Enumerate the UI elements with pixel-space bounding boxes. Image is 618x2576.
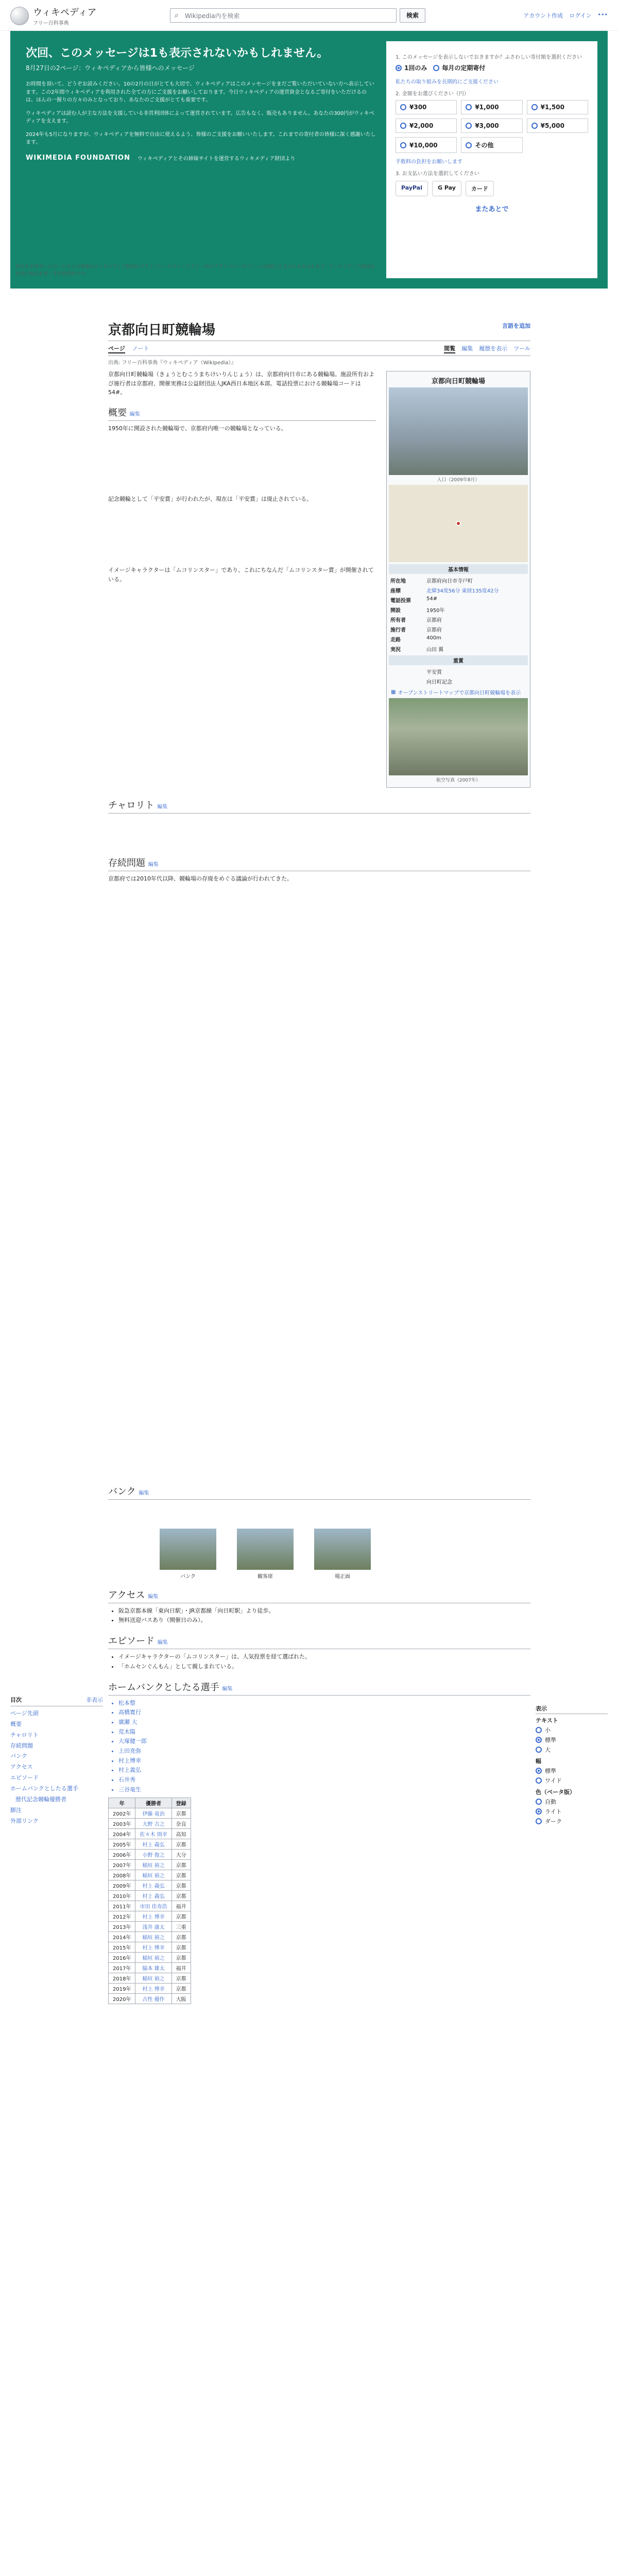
- player-link[interactable]: • 村上博幸: [118, 1756, 530, 1766]
- table-cell: 2016年: [109, 1953, 135, 1963]
- player-link[interactable]: • 上田尭弥: [118, 1747, 530, 1756]
- edit-link[interactable]: 編集: [157, 1640, 168, 1646]
- player-link[interactable]: • 大塚健一郎: [118, 1737, 530, 1747]
- table-cell[interactable]: 村上 博幸: [135, 1984, 171, 1994]
- edit-link[interactable]: 編集: [157, 804, 168, 810]
- toc-item[interactable]: バンク: [10, 1753, 27, 1760]
- player-link[interactable]: • 三谷竜生: [118, 1785, 530, 1795]
- table-row: [109, 1932, 191, 1942]
- color-dark-option[interactable]: ダーク: [536, 1817, 608, 1825]
- toc-item[interactable]: 概要: [10, 1720, 22, 1727]
- table-row: [109, 1819, 191, 1829]
- table-row: [109, 1860, 191, 1870]
- table-row: [109, 1808, 191, 1819]
- table-cell[interactable]: 稲垣 裕之: [135, 1860, 171, 1870]
- donation-banner: [10, 31, 608, 289]
- tab-read[interactable]: 閲覧: [444, 344, 455, 353]
- toc-item[interactable]: アクセス: [10, 1764, 33, 1771]
- table-cell[interactable]: 村上 義弘: [135, 1880, 171, 1891]
- toc-item[interactable]: ホームバンクとしたる選手: [10, 1785, 78, 1792]
- table-cell[interactable]: 大野 吉之: [135, 1819, 171, 1829]
- step-2-label: 2. 金額をお選びください（円）: [396, 91, 469, 97]
- table-cell[interactable]: 小野 俊之: [135, 1850, 171, 1860]
- table-cell: 2013年: [109, 1922, 135, 1932]
- color-light-option[interactable]: ライト: [536, 1807, 608, 1816]
- table-cell[interactable]: 伊藤 竜治: [135, 1808, 171, 1819]
- table-cell: 2012年: [109, 1911, 135, 1922]
- table-cell[interactable]: 村上 博幸: [135, 1942, 171, 1953]
- table-cell: 2005年: [109, 1839, 135, 1850]
- toc-item[interactable]: 脚注: [10, 1806, 22, 1814]
- gallery-item[interactable]: 場正面: [314, 1529, 371, 1580]
- tab-page[interactable]: ページ: [108, 344, 125, 353]
- tab-talk[interactable]: ノート: [132, 345, 149, 352]
- list-item: • 「ホムセンぐんもん」として親しまれている。: [118, 1662, 530, 1672]
- table-cell: 2015年: [109, 1942, 135, 1953]
- width-wide-option[interactable]: ワイド: [536, 1776, 608, 1785]
- width-standard-option[interactable]: 標準: [536, 1767, 608, 1775]
- toc-hide-button[interactable]: 非表示: [86, 1697, 103, 1703]
- table-cell: 2004年: [109, 1829, 135, 1839]
- color-auto-option[interactable]: 自動: [536, 1798, 608, 1806]
- table-cell: 京都: [171, 1942, 191, 1953]
- table-cell: 大阪: [171, 1994, 191, 2004]
- amount-option[interactable]: ¥300: [396, 100, 457, 114]
- infobox-table: 平安賞 向日町記念: [426, 670, 452, 685]
- table-header: 優勝者: [135, 1798, 171, 1808]
- list-item: • イメージキャラクターの「ムコリンスター」は、人気投票を経て選ばれた。: [118, 1652, 530, 1662]
- table-row: [109, 1850, 191, 1860]
- color-label: 色（ベータ版）: [536, 1789, 575, 1795]
- table-row: [109, 1911, 191, 1922]
- infobox-section-header: 重賞: [389, 655, 528, 665]
- logo-title: ウィキペディア: [33, 7, 97, 18]
- player-link[interactable]: • 村上義弘: [118, 1766, 530, 1775]
- frequency-options: [396, 63, 588, 72]
- banner-message: [26, 44, 376, 162]
- toc-item[interactable]: チャロリト: [10, 1731, 39, 1738]
- bank-gallery: [108, 1529, 530, 1580]
- table-cell[interactable]: 稲垣 裕之: [135, 1953, 171, 1963]
- amount-option[interactable]: ¥1,500: [527, 100, 588, 114]
- amount-other-field[interactable]: その他: [461, 137, 522, 153]
- table-header: 年: [109, 1798, 135, 1808]
- page-tabs: [108, 344, 530, 356]
- table-cell: 2003年: [109, 1819, 135, 1829]
- step-3-label: 3. お支払い方法を選択してください: [396, 171, 479, 177]
- frequency-monthly-option[interactable]: 毎月の定期寄付: [433, 63, 485, 72]
- tab-history[interactable]: 履歴を表示: [479, 345, 508, 352]
- section-heading-access: アクセス 編集: [108, 1588, 530, 1603]
- amount-options: [396, 100, 588, 153]
- table-row: [109, 1880, 191, 1891]
- table-cell[interactable]: 古性 優作: [135, 1994, 171, 2004]
- table-cell: 2008年: [109, 1870, 135, 1880]
- table-cell: 京都: [171, 1984, 191, 1994]
- edit-link[interactable]: 編集: [222, 1686, 233, 1692]
- table-cell: 京都: [171, 1839, 191, 1850]
- entrance-photo[interactable]: [389, 387, 528, 475]
- player-link[interactable]: • 高橋寛行: [118, 1708, 530, 1718]
- table-cell[interactable]: 村上 博幸: [135, 1911, 171, 1922]
- table-cell[interactable]: 稲垣 裕之: [135, 1870, 171, 1880]
- table-row: [109, 1973, 191, 1984]
- table-cell: 福井: [171, 1901, 191, 1911]
- table-row: [109, 1829, 191, 1839]
- donation-form: [386, 41, 597, 278]
- table-cell: 奈良: [171, 1819, 191, 1829]
- players-list: [108, 1699, 530, 1795]
- edit-link[interactable]: 編集: [139, 1490, 149, 1496]
- table-row: [109, 1891, 191, 1901]
- table-cell: 2018年: [109, 1973, 135, 1984]
- table-cell: 2011年: [109, 1901, 135, 1911]
- frequency-once-option[interactable]: 1回のみ: [396, 63, 427, 72]
- table-cell: 2009年: [109, 1880, 135, 1891]
- table-cell: 京都: [171, 1932, 191, 1942]
- amount-option[interactable]: ¥10,000: [396, 137, 457, 153]
- table-row: [109, 1963, 191, 1973]
- overview-paragraph: 記念競輪として「平安賞」が行われたが、現在は「平安賞」は廃止されている。: [108, 496, 312, 503]
- table-cell[interactable]: 村上 義弘: [135, 1839, 171, 1850]
- section-heading-episode: エピソード 編集: [108, 1634, 530, 1649]
- table-cell: 福井: [171, 1963, 191, 1973]
- toc-item[interactable]: エピソード: [10, 1774, 39, 1782]
- table-cell: 京都: [171, 1860, 191, 1870]
- tab-edit[interactable]: 編集: [461, 345, 473, 352]
- gallery-image: [314, 1529, 371, 1570]
- aerial-caption: 航空写真（2007年）: [436, 778, 480, 783]
- user-links: [523, 11, 608, 20]
- wikimedia-signature: [26, 154, 376, 162]
- location-pin-icon: [456, 521, 461, 526]
- table-cell[interactable]: 村上 義弘: [135, 1891, 171, 1901]
- table-cell: 京都: [171, 1891, 191, 1901]
- wikimedia-text: ウィキペディアとその姉妹サイトを運営するウィキメディア財団より: [137, 156, 296, 162]
- player-link[interactable]: • 廣瀬 大: [118, 1718, 530, 1727]
- infobox-table: 所在地 京都府向日市寺戸町 座標 北緯34度56分 東経135度42分 電話投票 54# 開設 1950年 所有者 京都府 施行者 京都府 走路 400m 実況 山田 翼: [390, 579, 499, 653]
- photo-caption: 入口（2009年8月）: [437, 478, 480, 483]
- table-row: [109, 1984, 191, 1994]
- table-cell: 2002年: [109, 1808, 135, 1819]
- create-account-link[interactable]: アカウント作成: [523, 12, 563, 19]
- banner-subtitle: 8月27日の2ページ：ウィキペディアから皆様へのメッセージ: [26, 64, 195, 72]
- list-item: • 無料送迎バスあり（開催日のみ）。: [118, 1616, 530, 1625]
- amount-option[interactable]: ¥5,000: [527, 118, 588, 133]
- toc-item[interactable]: 歴代記念競輪優勝者: [15, 1796, 66, 1803]
- text-size-small-option[interactable]: 小: [536, 1726, 608, 1734]
- section-heading-debate: 存続問題 編集: [108, 856, 530, 871]
- openstreetmap-link[interactable]: ▦ オープンストリートマップで京都向日町競輪場を表示: [391, 689, 521, 696]
- list-item: • 阪急京都本線「東向日駅」・JR京都線「向日町駅」より徒歩。: [118, 1606, 530, 1616]
- table-cell: 京都: [171, 1870, 191, 1880]
- gallery-image: [237, 1529, 294, 1570]
- table-cell: 2007年: [109, 1860, 135, 1870]
- login-link[interactable]: ログイン: [569, 12, 592, 19]
- lead-paragraph: 京都向日町競輪場（きょうとむこうまちけいりんじょう）は、京都府向日市にある競輪場。施設所有および施行者は京都府、開催実務は公益財団法人JKA西日本地区本部。電話投票における競輪場コードは54#。: [108, 371, 374, 396]
- section-heading-bank: バンク 編集: [108, 1484, 530, 1500]
- section-heading-charolot: チャロリト 編集: [108, 798, 530, 814]
- logo-subtitle: フリー百科事典: [33, 21, 69, 26]
- monthly-hint[interactable]: 私たちの取り組みを長期的にご支援ください: [396, 79, 499, 85]
- table-cell[interactable]: 市田 佳寿浩: [135, 1901, 171, 1911]
- infobox: [386, 371, 530, 788]
- radio-icon: [433, 65, 439, 71]
- table-row: [109, 1953, 191, 1963]
- table-cell[interactable]: 脇本 雄太: [135, 1963, 171, 1973]
- step-1-label: 1. このメッセージを表示しないでおきますか？ふさわしい寄付額を選択ください: [396, 55, 582, 60]
- search-placeholder: Wikipedia内を検索: [185, 12, 240, 20]
- table-cell: 京都: [171, 1808, 191, 1819]
- payment-methods: [396, 181, 588, 196]
- appearance-panel: [536, 1700, 608, 1827]
- table-header: 登録: [171, 1798, 191, 1808]
- paypal-button[interactable]: PayPal: [396, 181, 428, 196]
- gallery-item[interactable]: 観客席: [237, 1529, 294, 1580]
- overview-paragraph: 1950年に開設された競輪場で、京都府内唯一の競輪場となっている。: [108, 425, 287, 432]
- table-cell: 京都: [171, 1953, 191, 1963]
- toc-item[interactable]: 存続問題: [10, 1742, 33, 1749]
- top-bar: [0, 0, 618, 31]
- banner-title: 次回、このメッセージは1も表示されないかもしれません。: [26, 47, 329, 60]
- location-map[interactable]: [389, 485, 528, 562]
- section-heading-overview: 概要 編集: [108, 405, 376, 421]
- aerial-photo[interactable]: [389, 698, 528, 775]
- text-size-label: テキスト: [536, 1717, 558, 1724]
- globe-icon: [10, 7, 29, 25]
- banner-paragraph: 2024年も5月になりますが、ウィキペディアを無料で自由に使えるよう、皆様のご支援をお願いいたします。これまでの寄付者の皆様に深く感謝いたします。: [26, 131, 376, 145]
- table-cell: 京都: [171, 1973, 191, 1984]
- table-cell: 三重: [171, 1922, 191, 1932]
- toc-item[interactable]: 外部リンク: [10, 1817, 39, 1824]
- gallery-image: [160, 1529, 216, 1570]
- more-menu-icon[interactable]: •••: [597, 11, 608, 18]
- table-row: [109, 1870, 191, 1880]
- overview-paragraph: イメージキャラクターは「ムコリンスター」であり、これにちなんだ「ムコリンスター賞」が開催されている。: [108, 566, 374, 583]
- table-cell[interactable]: 浅井 康太: [135, 1922, 171, 1932]
- table-cell: 2017年: [109, 1963, 135, 1973]
- text-size-large-option[interactable]: 大: [536, 1745, 608, 1754]
- winners-table: [108, 1798, 191, 2004]
- table-row: [109, 1901, 191, 1911]
- edit-link[interactable]: 編集: [148, 862, 159, 868]
- amount-option[interactable]: ¥1,000: [461, 100, 522, 114]
- table-row: [109, 1994, 191, 2004]
- table-cell: 京都: [171, 1880, 191, 1891]
- player-link[interactable]: • 石井秀: [118, 1775, 530, 1785]
- article-source-note: 出典: フリー百科事典『ウィキペディア（Wikipedia）』: [108, 360, 236, 366]
- wikimedia-logo: WIKIMEDIA FOUNDATION: [26, 154, 130, 162]
- add-language-button[interactable]: 言語を追加: [502, 323, 530, 329]
- banner-paragraph: お時間を頂いて、どうぞお読みください。10の2月の日がとても大切で、ウィキペディアはこのメッセージをまだご覧いただいていない方へ表示しています。この2年間ウィキペディアを利用された全ての方にご支援をお願いしております。今日ウィキペディアの運営資金となるご寄付をいただけるのは、ほんの一握りの方々のみとなっており、あなたのご支援がとても重要です。: [26, 81, 374, 103]
- toc-item[interactable]: ページ先頭: [10, 1709, 39, 1717]
- edit-link[interactable]: 編集: [148, 1594, 159, 1600]
- tab-tools[interactable]: ツール: [513, 345, 530, 352]
- search-button[interactable]: 検索: [400, 8, 425, 23]
- search-icon: ⌕: [175, 11, 179, 20]
- table-cell: 2014年: [109, 1932, 135, 1942]
- table-cell: 大分: [171, 1850, 191, 1860]
- table-row: [109, 1839, 191, 1850]
- maybe-later-link[interactable]: またあとで: [475, 206, 509, 213]
- table-cell[interactable]: 稲垣 裕之: [135, 1932, 171, 1942]
- edit-link[interactable]: 編集: [129, 411, 140, 417]
- text-size-standard-option[interactable]: 標準: [536, 1736, 608, 1744]
- map-icon: ▦: [391, 689, 396, 695]
- table-cell: 2019年: [109, 1984, 135, 1994]
- page-title: 京都向日町競輪場: [108, 319, 530, 341]
- table-cell: 2020年: [109, 1994, 135, 2004]
- table-cell: 2010年: [109, 1891, 135, 1901]
- table-row: [109, 1922, 191, 1932]
- table-row: [109, 1942, 191, 1953]
- banner-paragraph: ウィキペディアは読む人が主な方法を支援している非営利団体によって運営されています。広告もなく、販売もありません。あなたの300円がウィキペディアを支えます。: [26, 110, 374, 124]
- amount-option[interactable]: ¥2,000: [396, 118, 457, 133]
- table-cell[interactable]: 稲垣 裕之: [135, 1973, 171, 1984]
- infobox-section-header: 基本情報: [389, 564, 528, 574]
- appearance-header: 表示: [536, 1704, 608, 1714]
- access-list: [108, 1606, 530, 1625]
- table-cell: 高知: [171, 1829, 191, 1839]
- search-input[interactable]: [170, 8, 397, 23]
- toc-sidebar: [10, 1695, 103, 1827]
- card-button[interactable]: カード: [466, 181, 494, 196]
- fee-checkbox[interactable]: 手数料の負担をお願いします: [396, 159, 462, 165]
- table-cell: 京都: [171, 1911, 191, 1922]
- infobox-title: 京都向日町競輪場: [431, 378, 485, 385]
- section-heading-home-bank: ホームバンクとしたる選手 編集: [108, 1680, 530, 1696]
- player-link[interactable]: • 松本整: [118, 1699, 530, 1708]
- gallery-item[interactable]: バンク: [160, 1529, 216, 1580]
- debate-paragraph: 京都府では2010年代以降、競輪場の存廃をめぐる議論が行われてきた。: [108, 875, 293, 883]
- article-main: [108, 319, 530, 2007]
- width-label: 幅: [536, 1758, 541, 1765]
- table-cell[interactable]: 佐々木 則幸: [135, 1829, 171, 1839]
- toc-header: 目次 非表示: [10, 1695, 103, 1706]
- banner-footnote: 寄付をお寄せいただいた方々の皆様はウィキメディア財団のプライバシーポリシーとドナー向けプライバシーポリシーに同意したものとみなされます。ウィキメディア財団は米国に拠点を置く非営利団体です。: [15, 264, 375, 277]
- episode-list: [108, 1652, 530, 1671]
- table-cell: 2006年: [109, 1850, 135, 1860]
- gpay-button[interactable]: G Pay: [432, 181, 461, 196]
- player-link[interactable]: • 荒木陽: [118, 1727, 530, 1737]
- wikipedia-logo[interactable]: [10, 5, 96, 26]
- amount-option[interactable]: ¥3,000: [461, 118, 522, 133]
- radio-selected-icon: [396, 65, 402, 71]
